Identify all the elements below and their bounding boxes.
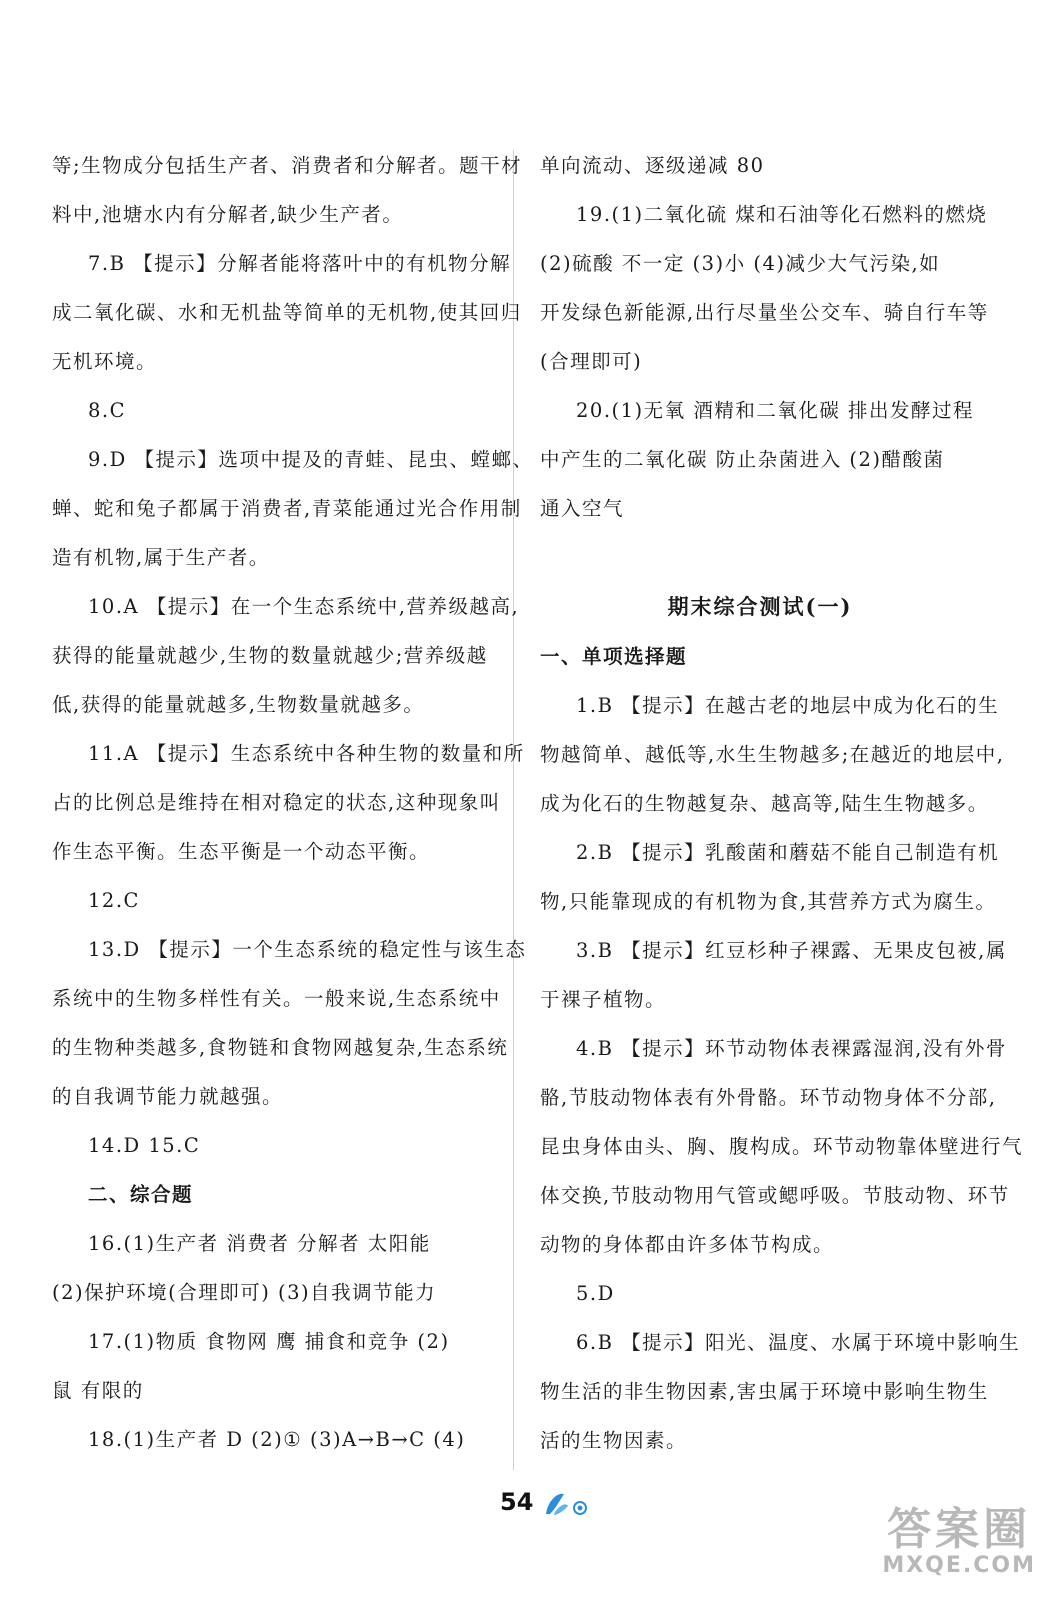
answer-item-12: 12.C [88, 889, 140, 912]
answer-item-2: 2.B 【提示】乳酸菌和蘑菇不能自己制造有机 [576, 841, 1000, 864]
text-line: 占的比例总是维持在相对稳定的状态,这种现象叫 [52, 791, 501, 814]
section-title: 期末综合测试(一) [667, 594, 853, 619]
text-line: 等;生物成分包括生产者、消费者和分解者。题干材 [52, 154, 523, 177]
text-line: (合理即可) [540, 350, 643, 373]
answer-item-4: 4.B 【提示】环节动物体表裸露湿润,没有外骨 [576, 1037, 1007, 1060]
column-divider [513, 150, 514, 1470]
text-line: 成二氧化碳、水和无机盐等简单的无机物,使其回归 [52, 301, 522, 324]
answer-item-20: 20.(1)无氧 酒精和二氧化碳 排出发酵过程 [576, 399, 975, 422]
text-line: 中产生的二氧化碳 防止杂菌进入 (2)醋酸菌 [540, 448, 945, 471]
watermark-title: 答案圈 [887, 1504, 1032, 1555]
text-line: 物生活的非生物因素,害虫属于环境中影响生物生 [540, 1380, 989, 1403]
text-line: 鼠 有限的 [52, 1379, 144, 1402]
page-number: 54 [500, 1488, 534, 1516]
answer-item-19: 19.(1)二氧化硫 煤和石油等化石燃料的燃烧 [576, 203, 988, 226]
text-line: 低,获得的能量就越多,生物数量就越多。 [52, 693, 425, 716]
answer-item-6: 6.B 【提示】阳光、温度、水属于环境中影响生 [576, 1331, 1021, 1354]
text-line: 单向流动、逐级递减 80 [540, 154, 765, 177]
section-heading: 二、综合题 [88, 1183, 194, 1206]
text-line: 物,只能靠现成的有机物为食,其营养方式为腐生。 [540, 890, 997, 913]
answer-item-5: 5.D [576, 1282, 615, 1305]
answer-item-1: 1.B 【提示】在越古老的地层中成为化石的生 [576, 694, 1000, 717]
section-heading: 一、单项选择题 [540, 645, 688, 668]
answer-item-7: 7.B 【提示】分解者能将落叶中的有机物分解 [88, 252, 512, 275]
watermark-logo [882, 1506, 1036, 1578]
text-line: 活的生物因素。 [540, 1429, 688, 1452]
text-line: 于裸子植物。 [540, 988, 667, 1011]
answer-item-11: 11.A 【提示】生态系统中各种生物的数量和所 [88, 742, 525, 765]
butterfly-logo-icon [542, 1488, 592, 1518]
text-line: 体交换,节肢动物用气管或鳃呼吸。节肢动物、环节 [540, 1184, 1010, 1207]
text-line: 造有机物,属于生产者。 [52, 546, 270, 569]
answer-item-3: 3.B 【提示】红豆杉种子裸露、无果皮包被,属 [576, 939, 1007, 962]
text-line: 料中,池塘水内有分解者,缺少生产者。 [52, 203, 404, 226]
text-line: 系统中的生物多样性有关。一般来说,生态系统中 [52, 987, 501, 1010]
text-line: 蝉、蛇和兔子都属于消费者,青菜能通过光合作用制 [52, 497, 522, 520]
text-line: 昆虫身体由头、胸、腹构成。环节动物靠体壁进行气 [540, 1135, 1024, 1158]
answer-item-9: 9.D 【提示】选项中提及的青蛙、昆虫、螳螂、 [88, 448, 534, 471]
watermark-url: MXQE.COM [882, 1553, 1036, 1578]
text-line: (2)硫酸 不一定 (3)小 (4)减少大气污染,如 [540, 252, 941, 275]
answer-item-14-15: 14.D 15.C [88, 1134, 201, 1157]
answer-item-13: 13.D 【提示】一个生态系统的稳定性与该生态 [88, 938, 527, 961]
text-line: (2)保护环境(合理即可) (3)自我调节能力 [52, 1281, 437, 1304]
answer-item-17: 17.(1)物质 食物网 鹰 捕食和竞争 (2) [88, 1330, 450, 1353]
answer-item-8: 8.C [88, 399, 127, 422]
text-line: 通入空气 [540, 497, 625, 520]
text-line: 动物的身体都由许多体节构成。 [540, 1233, 835, 1256]
text-line: 骼,节肢动物体表有外骨骼。环节动物身体不分部, [540, 1086, 997, 1109]
text-line: 作生态平衡。生态平衡是一个动态平衡。 [52, 840, 431, 863]
text-line: 无机环境。 [52, 350, 158, 373]
text-line: 开发绿色新能源,出行尽量坐公交车、骑自行车等 [540, 301, 989, 324]
text-line: 获得的能量就越少,生物的数量就越少;营养级越 [52, 644, 488, 667]
text-line: 成为化石的生物越复杂、越高等,陆生生物越多。 [540, 792, 989, 815]
text-line: 的自我调节能力就越强。 [52, 1085, 284, 1108]
text-line: 物越简单、越低等,水生生物越多;在越近的地层中, [540, 743, 1005, 766]
answer-item-16: 16.(1)生产者 消费者 分解者 太阳能 [88, 1232, 431, 1255]
answer-item-10: 10.A 【提示】在一个生态系统中,营养级越高, [88, 595, 520, 618]
answer-item-18: 18.(1)生产者 D (2)① (3)A→B→C (4) [88, 1428, 466, 1451]
text-line: 的生物种类越多,食物链和食物网越复杂,生态系统 [52, 1036, 509, 1059]
